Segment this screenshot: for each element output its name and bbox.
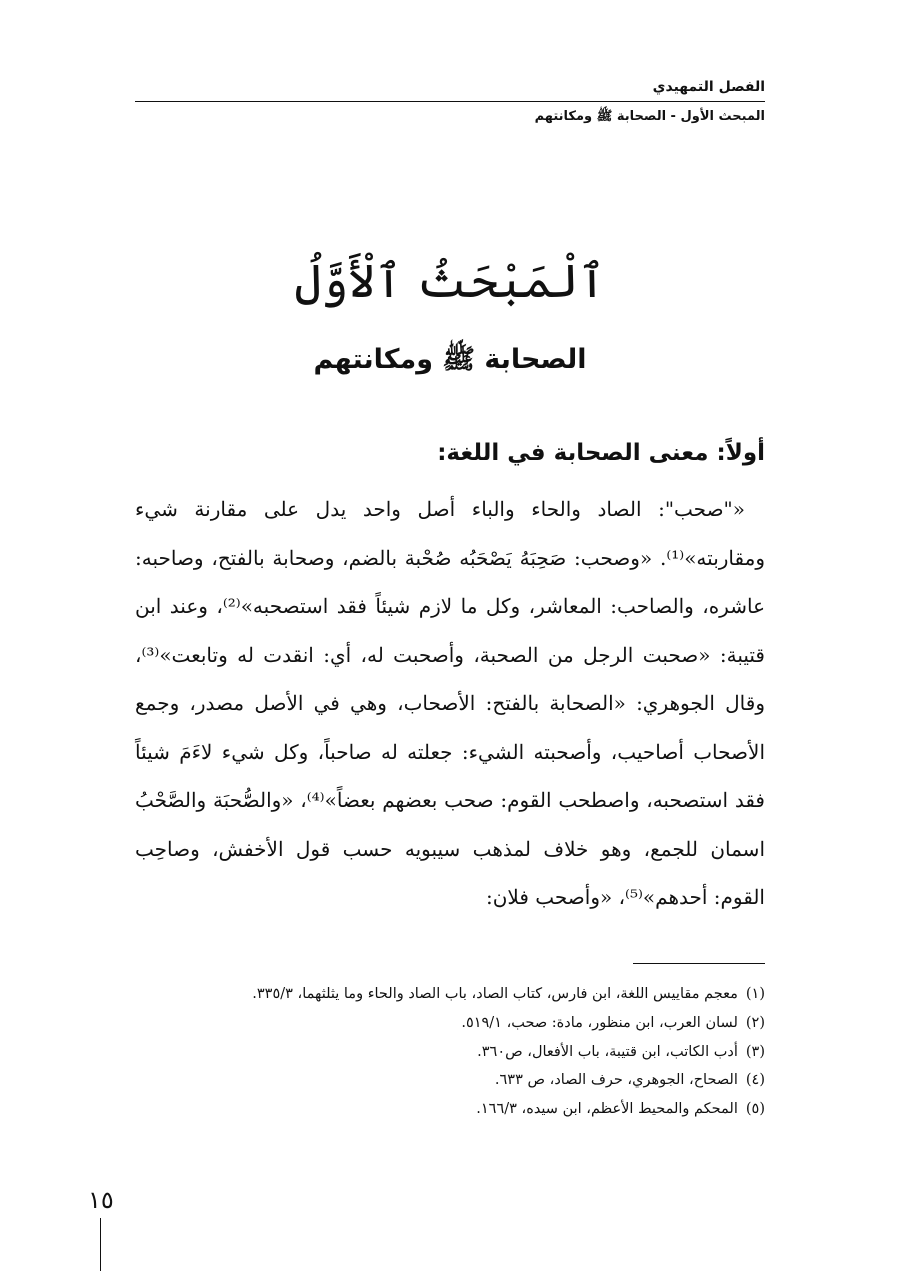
footnote-text: لسان العرب، ابن منظور، مادة: صحب، ٥١٩/١. bbox=[461, 1014, 738, 1031]
subsection-heading: أولاً: معنى الصحابة في اللغة: bbox=[437, 440, 765, 466]
footnote-text: معجم مقاييس اللغة، ابن فارس، كتاب الصاد، باب الصاد والحاء وما يثلثهما، ٣٣٥/٣. bbox=[252, 986, 738, 1002]
section-running-title: المبحث الأول - الصحابة ﷺ ومكانتهم bbox=[534, 109, 765, 124]
footnote-separator bbox=[633, 963, 765, 964]
footnote-number: (١) bbox=[745, 986, 765, 1002]
body-text bbox=[135, 485, 765, 922]
footnote-5 bbox=[135, 1095, 765, 1124]
chapter-title: الفصل التمهيدي bbox=[652, 79, 765, 95]
footnote-3 bbox=[135, 1038, 765, 1067]
running-header bbox=[135, 76, 765, 128]
footnote-4 bbox=[135, 1066, 765, 1095]
footnote-text: المحكم والمحيط الأعظم، ابن سيده، ١٦٦/٣. bbox=[476, 1101, 738, 1118]
footnote-text: الصحاح، الجوهري، حرف الصاد، ص ٦٣٣. bbox=[494, 1072, 738, 1089]
header-rule bbox=[135, 101, 765, 102]
footnote-number: (٣) bbox=[745, 1043, 765, 1060]
footnote-number: (٤) bbox=[745, 1072, 765, 1089]
section-subtitle: الصحابة ﷺ ومكانتهم bbox=[313, 344, 587, 375]
section-title: ٱلْمَبْحَثُ ٱلْأَوَّلُ bbox=[294, 254, 606, 308]
margin-rule bbox=[100, 1218, 101, 1271]
footnote-text: أدب الكاتب، ابن قتيبة، باب الأفعال، ص٣٦٠. bbox=[477, 1043, 738, 1060]
body-paragraph: «"صحب": الصاد والحاء والباء أصل واحد يدل على مقارنة شيء ومقاربته»⁽¹⁾. «وصحب: صَحِبَهُ يَصْحَبُه صُحْبة بالضم، وصحابة بالفتح، وصاحبه: عاشره، والصاحب: المعاشر، وكل ما لازم شيئاً فقد استصحبه»⁽²⁾، وعند ابن قتيبة: «صحبت الرجل من الصحبة، وأصحبت له، أي: انقدت له وتابعت»⁽³⁾، وقال الجوهري: «الصحابة بالفتح: الأصحاب، وهي في الأصل مصدر، وجمع الأصحاب أصاحيب، وأصحبته الشيء: جعلته له صاحباً، وكل شيء لاءَمَ شيئاً فقد استصحبه، واصطحب القوم: صحب بعضهم بعضاً»⁽⁴⁾، «والصُّحبَة والصَّحْبُ اسمان للجمع، وهو خلاف لمذهب سيبويه حسب قول الأخفش، وصاحِب القوم: أحدهم»⁽⁵⁾، «وأصحب فلان: bbox=[135, 497, 765, 909]
page-number: ١٥ bbox=[88, 1186, 114, 1214]
footnotes bbox=[135, 980, 765, 1124]
footnote-number: (٥) bbox=[745, 1101, 765, 1118]
footnote-1 bbox=[135, 980, 765, 1009]
footnote-2 bbox=[135, 1009, 765, 1038]
footnote-number: (٢) bbox=[745, 1014, 765, 1031]
